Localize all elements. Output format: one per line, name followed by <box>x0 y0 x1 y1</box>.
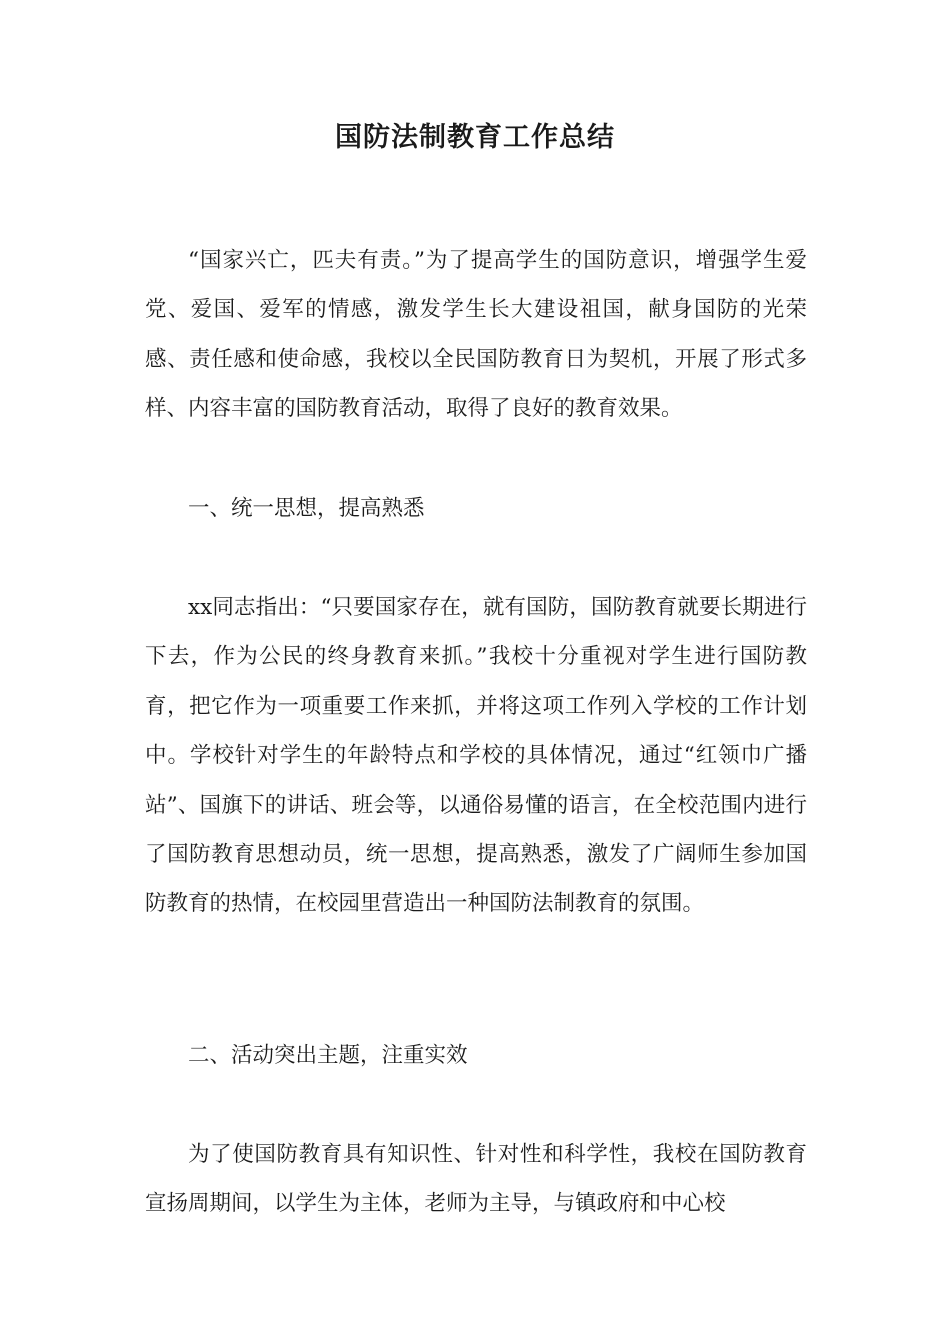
section-heading-2: 二、活动突出主题，注重实效 <box>188 1043 468 1068</box>
section-body-2: 为了使国防教育具有知识性、针对性和科学性，我校在国防教育宣扬周期间，以学生为主体，老师为主导，与镇政府和中心校 <box>145 1142 807 1217</box>
section-heading-1: 一、统一思想，提高熟悉 <box>188 496 425 521</box>
intro-paragraph: “国家兴亡，匹夫有责。”为了提高学生的国防意识，增强学生爱党、爱国、爱军的情感，激发学生长大建设祖国，献身国防的光荣感、责任感和使命感，我校以全民国防教育日为契机，开展了形式多样、内容丰富的国防教育活动，取得了良好的教育效果。 <box>145 248 807 422</box>
section-body-1: xx同志指出：“只要国家存在，就有国防，国防教育就要长期进行下去，作为公民的终身教育来抓。”我校十分重视对学生进行国防教育，把它作为一项重要工作来抓，并将这项工作列入学校的工作计划中。学校针对学生的年龄特点和学校的具体情况，通过“红领巾广播站”、国旗下的讲话、班会等，以通俗易懂的语言，在全校范围内进行了国防教育思想动员，统一思想，提高熟悉，激发了广阔师生参加国防教育的热情，在校园里营造出一种国防法制教育的氛围。 <box>145 595 807 917</box>
document-title: 国防法制教育工作总结 <box>335 122 615 153</box>
